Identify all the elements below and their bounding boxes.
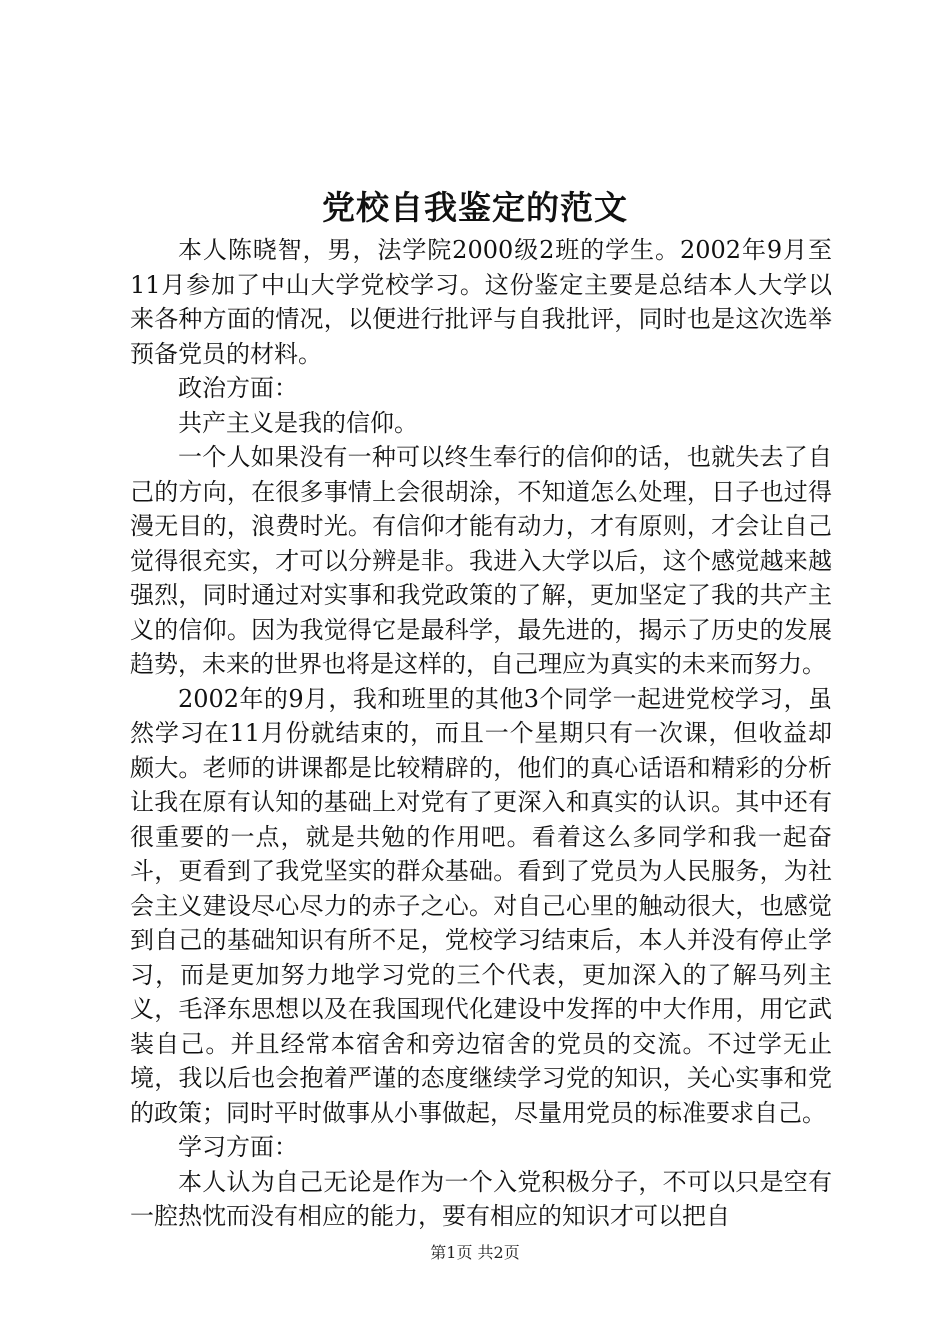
paragraph-party-school: 2002年的9月，我和班里的其他3个同学一起进党校学习，虽然学习在11月份就结束的，而且一个星期只有一次课，但收益却颇大。老师的讲课都是比较精辟的，他们的真心话语和精彩的分析让我在原有认知的基础上对党有了更深入和真实的认识。其中还有很重要的一点，就是共勉的作用吧。看着这么多同学和我一起奋斗，更看到了我党坚实的群众基础。看到了党员为人民服务，为社会主义建设尽心尽力的赤子之心。对自己心里的触动很大，也感觉到自己的基础知识有所不足，党校学习结束后，本人并没有停止学习，而是更加努力地学习党的三个代表，更加深入的了解马列主义，毛泽东思想以及在我国现代化建设中发挥的中大作用，用它武装自己。并且经常本宿舍和旁边宿舍的党员的交流。不过学无止境，我以后也会抱着严谨的态度继续学习党的知识，关心实事和党的政策；同时平时做事从小事做起，尽量用党员的标准要求自己。 xyxy=(130,684,832,1127)
section-heading-study: 学习方面： xyxy=(178,1133,298,1161)
paragraph-study: 本人认为自己无论是作为一个入党积极分子，不可以只是空有一腔热忱而没有相应的能力，要有相应的知识才可以把自 xyxy=(130,1167,832,1230)
paragraph-faith: 一个人如果没有一种可以终生奉行的信仰的话，也就失去了自己的方向，在很多事情上会很胡涂，不知道怎么处理，日子也过得漫无目的，浪费时光。有信仰才能有动力，才有原则，才会让自己觉得很充实，才可以分辨是非。我进入大学以后，这个感觉越来越强烈，同时通过对实事和我党政策的了解，更加坚定了我的共产主义的信仰。因为我觉得它是最科学，最先进的，揭示了历史的发展趋势，未来的世界也将是这样的，自己理应为真实的未来而努力。 xyxy=(130,443,832,678)
section-heading-politics: 政治方面： xyxy=(178,374,298,402)
document-title: 党校自我鉴定的范文 xyxy=(322,188,628,227)
page-number: 第1页 共2页 xyxy=(430,1243,520,1262)
document-body xyxy=(130,233,832,1234)
paragraph-intro: 本人陈晓智，男，法学院2000级2班的学生。2002年9月至11月参加了中山大学党校学习。这份鉴定主要是总结本人大学以来各种方面的情况，以便进行批评与自我批评，同时也是这次选举预备党员的材料。 xyxy=(130,236,832,368)
paragraph-belief: 共产主义是我的信仰。 xyxy=(178,408,418,437)
